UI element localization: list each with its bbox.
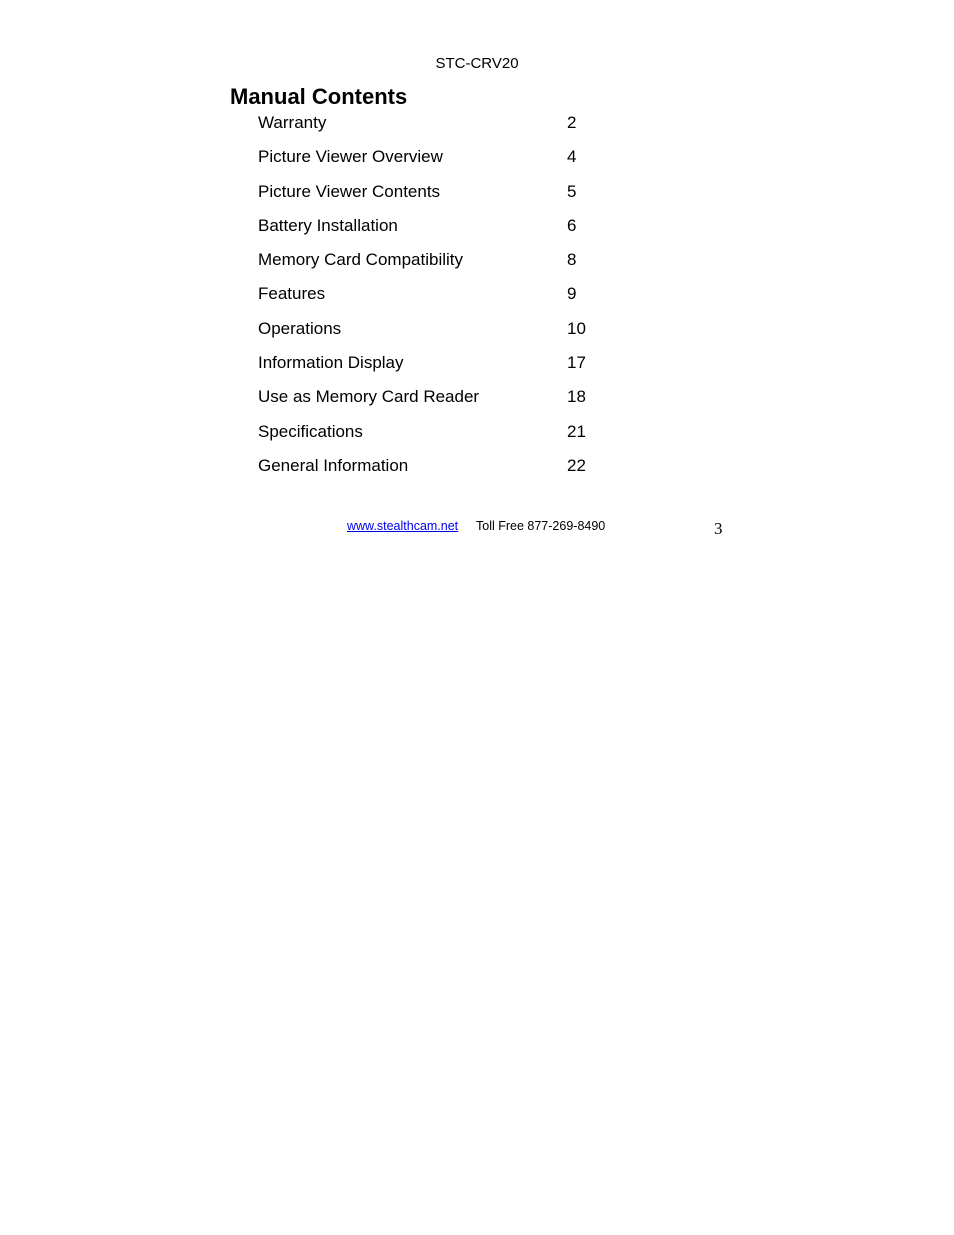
toc-entry-page: 10 — [567, 318, 586, 338]
website-link[interactable]: www.stealthcam.net — [347, 519, 459, 533]
toll-free-phone: Toll Free 877-269-8490 — [476, 519, 606, 533]
toc-entry — [258, 319, 618, 353]
toc-entry-label: Warranty — [258, 113, 327, 132]
toc-entry — [258, 353, 618, 387]
toc-entry-label: Picture Viewer Contents — [258, 181, 441, 201]
toc-entry-label: General Information — [258, 455, 409, 475]
toc-entry-page: 5 — [567, 181, 577, 201]
toc-entry-page: 18 — [567, 387, 586, 407]
toc-entry-label: Picture Viewer Overview — [258, 147, 443, 167]
toc-entry-page: 8 — [567, 250, 577, 270]
toc-entry — [258, 387, 618, 421]
toc-entry-page: 22 — [567, 455, 586, 475]
page-footer — [0, 518, 954, 538]
toc-entry-page: 6 — [567, 215, 577, 235]
toc-entry-label: Information Display — [258, 353, 404, 373]
toc-entry-label: Features — [258, 284, 326, 304]
toc-entry-page: 21 — [567, 421, 586, 441]
toc-list — [258, 113, 618, 490]
toc-entry-label: Memory Card Compatibility — [258, 250, 463, 270]
toc-entry — [258, 216, 618, 250]
toc-entry-page: 9 — [567, 284, 577, 304]
toc-entry-label: Use as Memory Card Reader — [258, 387, 480, 407]
toc-title: Manual Contents — [230, 84, 408, 109]
toc-entry — [258, 147, 618, 181]
toc-entry-label: Operations — [258, 318, 342, 338]
page-header-model: STC-CRV20 — [435, 55, 519, 72]
page-number: 3 — [714, 519, 723, 538]
toc-entry-label: Battery Installation — [258, 215, 398, 235]
toc-entry — [258, 113, 618, 147]
toc-entry-page: 4 — [567, 147, 577, 167]
toc-entry-page: 17 — [567, 353, 586, 373]
toc-entry — [258, 182, 618, 216]
toc-entry-page: 2 — [567, 113, 577, 132]
toc-entry — [258, 422, 618, 456]
toc-entry — [258, 284, 618, 318]
toc-entry-label: Specifications — [258, 421, 363, 441]
toc-entry — [258, 456, 618, 490]
toc-entry — [258, 250, 618, 284]
